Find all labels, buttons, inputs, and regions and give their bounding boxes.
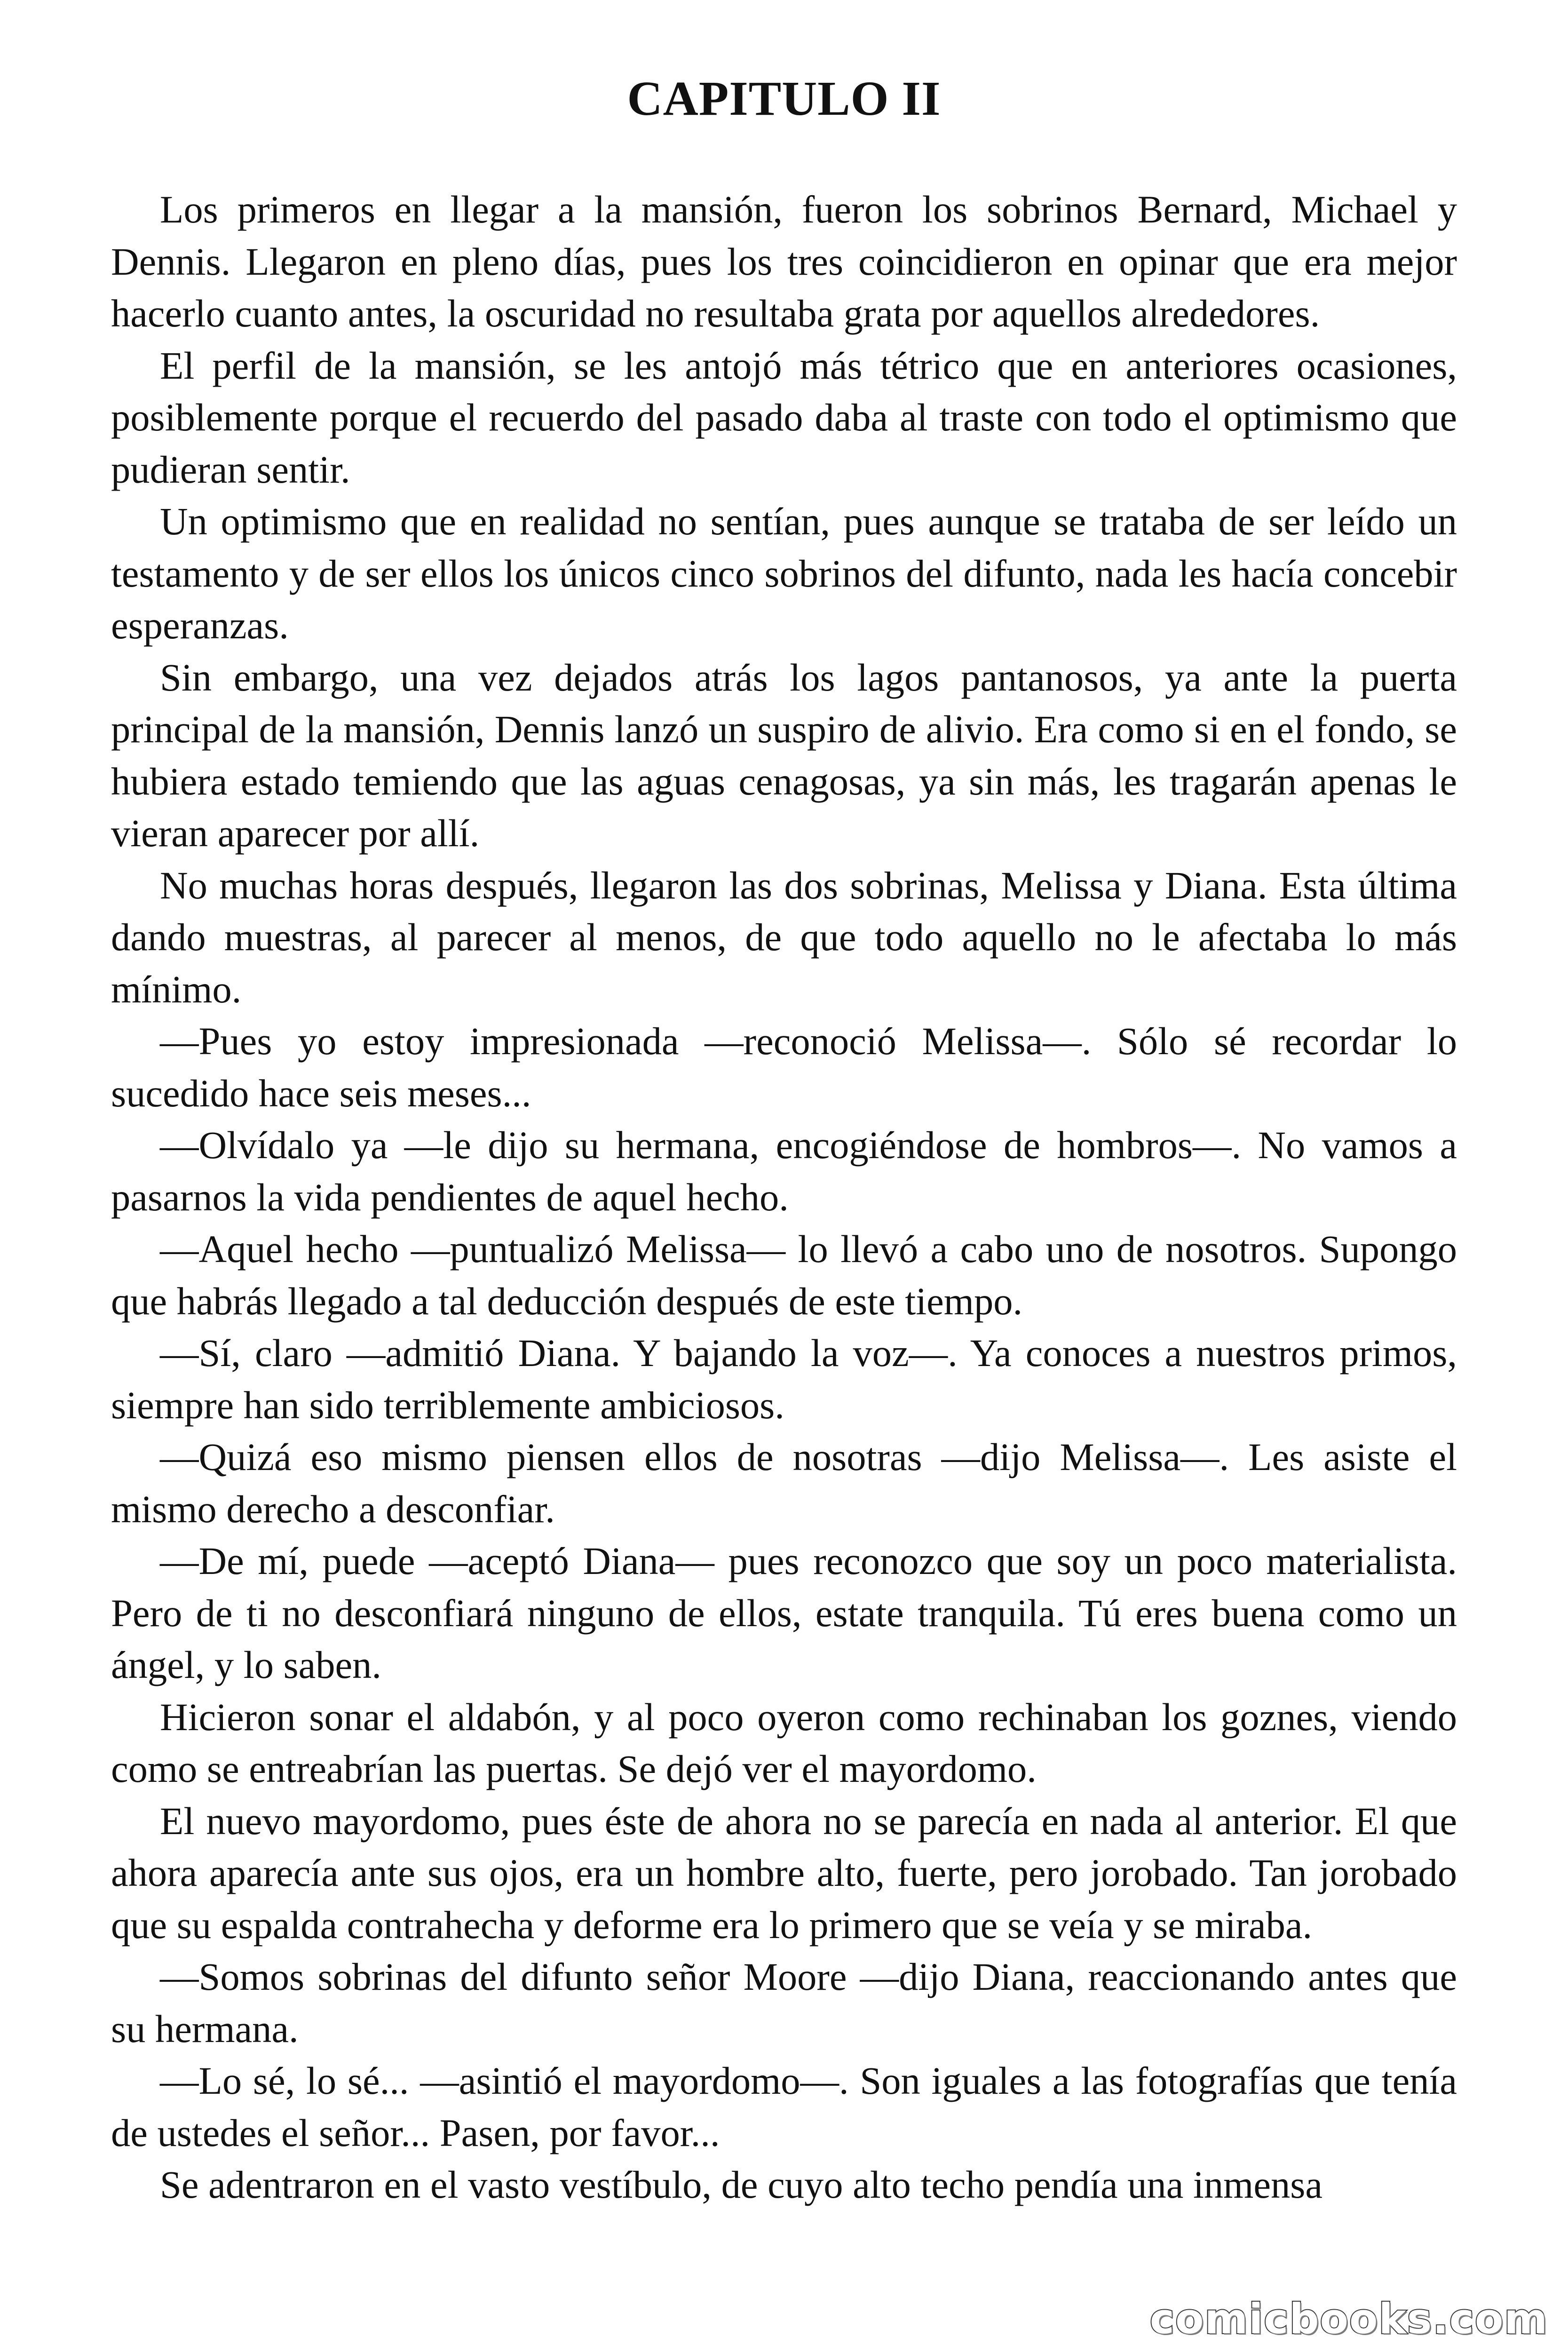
paragraph: —Lo sé, lo sé... —asintió el mayordomo—. Son iguales a las fotografías que tenía de ustedes el señor... Pasen, por favor... [111, 2059, 1457, 2154]
paragraph: Los primeros en llegar a la mansión, fueron los sobrinos Bernard, Michael y Dennis. Llegaron en pleno días, pues los tres coincidieron en opinar que era mejor hacerlo cuanto antes, la oscuridad no resultaba grata por aquellos alrededores. [111, 188, 1457, 335]
paragraph: No muchas horas después, llegaron las dos sobrinas, Melissa y Diana. Esta última dando muestras, al parecer al menos, de que todo aquello no le afectaba lo más mínimo. [111, 863, 1457, 1011]
paragraph: Un optimismo que en realidad no sentían, pues aunque se trataba de ser leído un testamento y de ser ellos los únicos cinco sobrinos del difunto, nada les hacía concebir esperanzas. [111, 500, 1457, 647]
paragraph: —De mí, puede —aceptó Diana— pues reconozco que soy un poco materialista. Pero de ti no desconfiará ninguno de ellos, estate tranquila. Tú eres buena como un ángel, y lo saben. [111, 1539, 1457, 1686]
paragraph: —Olvídalo ya —le dijo su hermana, encogiéndose de hombros—. No vamos a pasarnos la vida pendientes de aquel hecho. [111, 1123, 1457, 1219]
chapter-title: CAPITULO II [627, 72, 941, 126]
paragraph: Sin embargo, una vez dejados atrás los lagos pantanosos, ya ante la puerta principal de la mansión, Dennis lanzó un suspiro de alivio. Era como si en el fondo, se hubiera estado temiendo que las aguas cenagosas, ya sin más, les tragarán apenas le vieran aparecer por allí. [111, 655, 1457, 855]
watermark-logo: comicbooks.com [1149, 2295, 1548, 2343]
paragraph: El nuevo mayordomo, pues éste de ahora no se parecía en nada al anterior. El que ahora aparecía ante sus ojos, era un hombre alto, fuerte, pero jorobado. Tan jorobado que su espalda contrahecha y deforme era lo primero que se veía y se miraba. [111, 1799, 1457, 1947]
paragraph: —Sí, claro —admitió Diana. Y bajando la voz—. Ya conoces a nuestros primos, siempre han sido terriblemente ambiciosos. [111, 1331, 1457, 1427]
chapter-body [111, 183, 1457, 2211]
paragraph: —Somos sobrinas del difunto señor Moore —dijo Diana, reaccionando antes que su hermana. [111, 1955, 1457, 2050]
paragraph: El perfil de la mansión, se les antojó más tétrico que en anteriores ocasiones, posiblemente porque el recuerdo del pasado daba al traste con todo el optimismo que pudieran sentir. [111, 343, 1457, 491]
paragraph: Hicieron sonar el aldabón, y al poco oyeron como rechinaban los goznes, viendo como se entreabrían las puertas. Se dejó ver el mayordomo. [111, 1695, 1457, 1790]
paragraph: Se adentraron en el vasto vestíbulo, de cuyo alto techo pendía una inmensa [160, 2163, 1323, 2206]
paragraph: —Pues yo estoy impresionada —reconoció Melissa—. Sólo sé recordar lo sucedido hace seis meses... [111, 1019, 1457, 1115]
paragraph: —Aquel hecho —puntualizó Melissa— lo llevó a cabo uno de nosotros. Supongo que habrás llegado a tal deducción después de este tiempo. [111, 1227, 1457, 1323]
paragraph: —Quizá eso mismo piensen ellos de nosotras —dijo Melissa—. Les asiste el mismo derecho a desconfiar. [111, 1435, 1457, 1531]
